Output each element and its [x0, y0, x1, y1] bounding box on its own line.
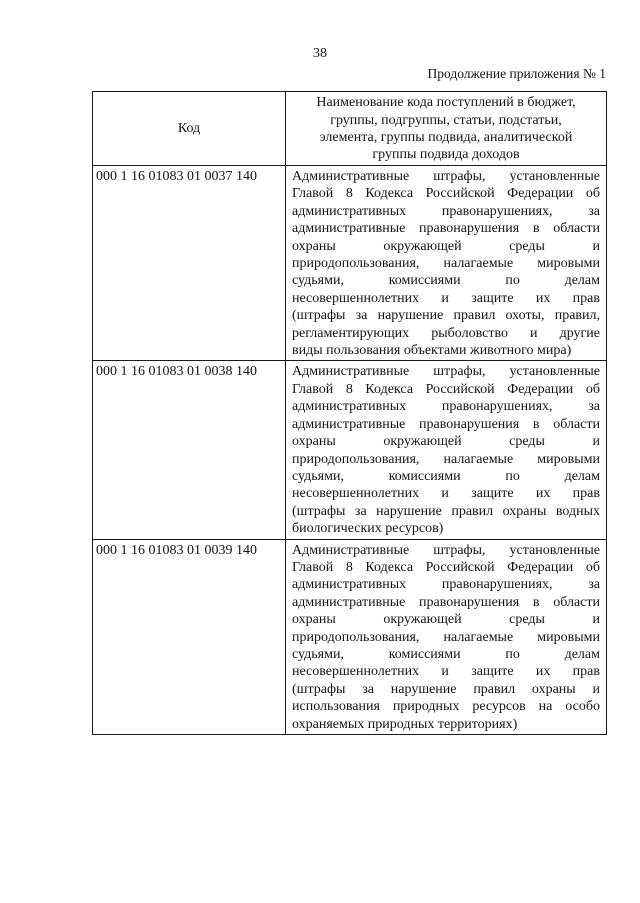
description-line: (штрафы за нарушение правил охраны и	[292, 681, 600, 697]
description-line: административные правонарушения в области	[292, 416, 600, 432]
header-name-line: элемента, группы подвида, аналитической	[319, 130, 573, 145]
description-line: Административные штрафы, установленные	[292, 542, 600, 558]
description-line: административные правонарушения в области	[292, 221, 600, 237]
row-description	[286, 539, 607, 734]
description-line: судьями, комиссиями по делам	[292, 273, 600, 289]
description-line: виды пользования объектами животного мира)	[292, 343, 572, 359]
header-code: Код	[93, 92, 286, 166]
description-line: охраны окружающей среды и	[292, 612, 600, 628]
description-line: охраны окружающей среды и	[292, 238, 600, 254]
row-code: 000 1 16 01083 01 0039 140	[93, 539, 286, 734]
table-row	[93, 166, 607, 361]
table-row	[93, 539, 607, 734]
continuation-note: Продолжение приложения № 1	[427, 66, 606, 81]
page-number: 38	[313, 46, 327, 61]
header-name-line: Наименование кода поступлений в бюджет,	[316, 95, 576, 111]
row-description	[286, 166, 607, 361]
description-line: Административные штрафы, установленные	[292, 169, 600, 184]
description-line: несовершеннолетних и защите их прав	[292, 486, 600, 502]
description-line: регламентирующих рыболовство и другие	[292, 325, 600, 341]
description-line: административных правонарушениях, за	[292, 399, 600, 415]
description-line: административные правонарушения в области	[292, 594, 600, 610]
description-line: судьями, комиссиями по делам	[292, 646, 600, 662]
header-name	[286, 92, 607, 166]
header-name-line: группы, подгруппы, статьи, подстатьи,	[330, 112, 562, 128]
description-line: биологических ресурсов)	[292, 521, 444, 537]
row-code: 000 1 16 01083 01 0038 140	[93, 361, 286, 539]
description-line: природопользования, налагаемые мировыми	[292, 256, 600, 272]
description-line: охраняемых природных территориях)	[292, 716, 518, 732]
description-line: судьями, комиссиями по делам	[292, 468, 600, 484]
description-line: несовершеннолетних и защите их прав	[292, 664, 600, 680]
description-line: (штрафы за нарушение правил охраны водных	[292, 503, 600, 519]
table-header-row	[93, 92, 607, 166]
description-line: природопользования, налагаемые мировыми	[292, 451, 600, 467]
description-line: охраны окружающей среды и	[292, 434, 600, 450]
description-line: административных правонарушениях, за	[292, 577, 600, 593]
description-line: несовершеннолетних и защите их прав	[292, 290, 600, 306]
revenue-codes-table	[92, 91, 607, 735]
description-line: административных правонарушениях, за	[292, 203, 600, 219]
description-line: (штрафы за нарушение правил охоты, правил,	[292, 308, 600, 324]
table-row	[93, 361, 607, 539]
description-line: Главой 8 Кодекса Российской Федерации об	[292, 559, 600, 575]
description-line: природопользования, налагаемые мировыми	[292, 629, 600, 645]
header-name-line: группы подвида доходов	[372, 147, 520, 163]
row-code: 000 1 16 01083 01 0037 140	[93, 166, 286, 361]
description-line: Главой 8 Кодекса Российской Федерации об	[292, 381, 600, 397]
row-description	[286, 361, 607, 539]
description-line: Главой 8 Кодекса Российской Федерации об	[292, 186, 600, 202]
description-line: Административные штрафы, установленные	[292, 364, 600, 380]
description-line: использования природных ресурсов на особо	[292, 699, 600, 715]
table-body	[93, 166, 607, 735]
